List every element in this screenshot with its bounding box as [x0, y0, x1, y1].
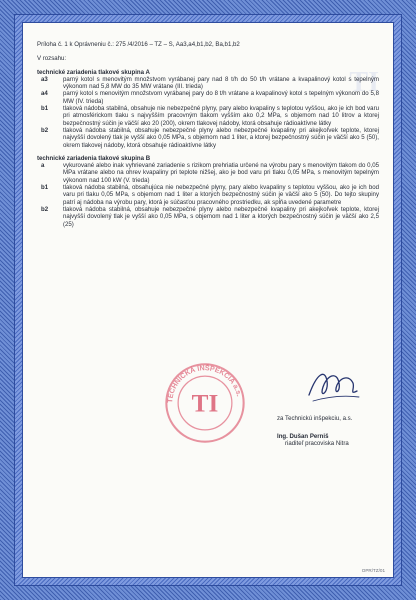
item-text: vykurované alebo inak vyhrievané zariadenie s rizikom prehriatia určené na výrobu pary s menovitým tlakom do 0,05 MPa vrátane alebo na ohrev kvapaliny pri teplote nižšej, ako je bod varu pri tlaku 0,05 MPa, s menovitým tepelným výkonom nad 100 kW (V. trieda) — [63, 162, 379, 184]
group-a-title: technické zariadenia tlakové skupina A — [37, 68, 150, 76]
signatory-name: Ing. Dušan Perniš — [277, 432, 329, 440]
annex-reference: Príloha č. 1 k Oprávneniu č.: 275 /4/2016 – TZ – S, Aa3,a4,b1,b2, Ba,b1,b2 — [37, 41, 240, 48]
item-text: parný kotol s menovitým množstvom vyrábanej pary nad 8 t/h do 50 t/h vrátane a kvapalinový kotol s tepelným výkonom nad 5,8 MW do 35 MW vrátane (III. trieda) — [63, 75, 379, 91]
item-code: a4 — [41, 90, 48, 98]
scope-label: V rozsahu: — [37, 55, 67, 63]
group-b-item — [37, 206, 379, 228]
group-b-item — [37, 162, 379, 184]
signatory-role: riaditeľ pracoviska Nitra — [285, 440, 349, 447]
group-a-item — [37, 76, 379, 91]
stamp-seal — [163, 361, 247, 445]
item-text: tlaková nádoba stabilná, obsahujúca nie nebezpečné plyny, pary alebo kvapaliny s teplotou vyššou, ako je ich bod varu pri tlaku 0,05 MPa, s objemom nad 1 liter a ktorých bezpečnostný súčin je väčší ako 5 (50). Do tejto skupiny patrí aj nádoba na výrobu pary, ktorá je súčasťou pracovného prostriedku, ak spĺňa uvedené parametre — [63, 184, 379, 206]
stamp-ring-text: TECHNICKÁ INŠPEKCIA a.s. — [166, 364, 244, 404]
group-b-title: technické zariadenia tlakové skupina B — [37, 154, 151, 162]
watermark: TI — [349, 67, 379, 98]
item-text: tlaková nádoba stabilná, obsahuje nebezpečné plyny alebo nebezpečné kvapaliny pri akejkoľvek teplote, ktorej najvyšší dovolený tlak je vyšší ako 0,05 MPa, s objemom nad 1 liter a ktorých bezpečnostný súčin je väčší ako 2,5 (25) — [63, 205, 379, 228]
group-a-item — [37, 127, 379, 149]
signatory-org: za Technickú inšpekciu, a.s. — [277, 415, 353, 422]
item-code: b2 — [41, 126, 49, 134]
group-a-item — [37, 105, 379, 127]
item-code: a3 — [41, 75, 48, 83]
form-code: OPR/TZ/01 — [361, 568, 385, 573]
group-a-item — [37, 90, 379, 105]
document-body — [37, 41, 379, 228]
item-code: b2 — [41, 205, 49, 213]
item-text: parný kotol s menovitým množstvom vyrábanej pary do 8 t/h vrátane a kvapalinový kotol s tepelným výkonom do 5,8 MW (IV. trieda) — [63, 90, 379, 105]
group-b-item — [37, 184, 379, 206]
item-text: tlaková nádoba stabilná, obsahuje nie nebezpečné plyny, pary alebo kvapaliny s teplotou vyššou, ako je ich bod varu pri atmosférickom tlaku s najvyšším pracovným tlakom vyšším ako 0,2 MPa, s objemom nad 10 litrov a ktorej bezpečnostný súčin je väčší ako 20 (200), okrem tlakovej nádoby, ktorá obsahuje rádioaktívne látky — [63, 105, 379, 127]
item-text: tlaková nádoba stabilná, obsahuje nebezpečné plyny alebo nebezpečné kvapaliny pri akejkoľvek teplote, ktorej najvyšší dovolený tlak je vyšší ako 0,05 MPa, s objemom nad 1 liter, a ktorej bezpečnostný súčin je väčší ako 5 (50), okrem tlakovej nádoby, ktorá obsahuje rádioaktívne látky — [63, 126, 379, 149]
item-code: b1 — [41, 105, 49, 113]
item-code: a — [41, 162, 45, 170]
handwritten-signature — [303, 365, 363, 405]
signature-block — [163, 361, 394, 491]
document-page — [22, 22, 394, 578]
stamp-initials: TI — [191, 390, 219, 418]
signatory-info — [277, 415, 394, 448]
item-code: b1 — [41, 184, 49, 192]
